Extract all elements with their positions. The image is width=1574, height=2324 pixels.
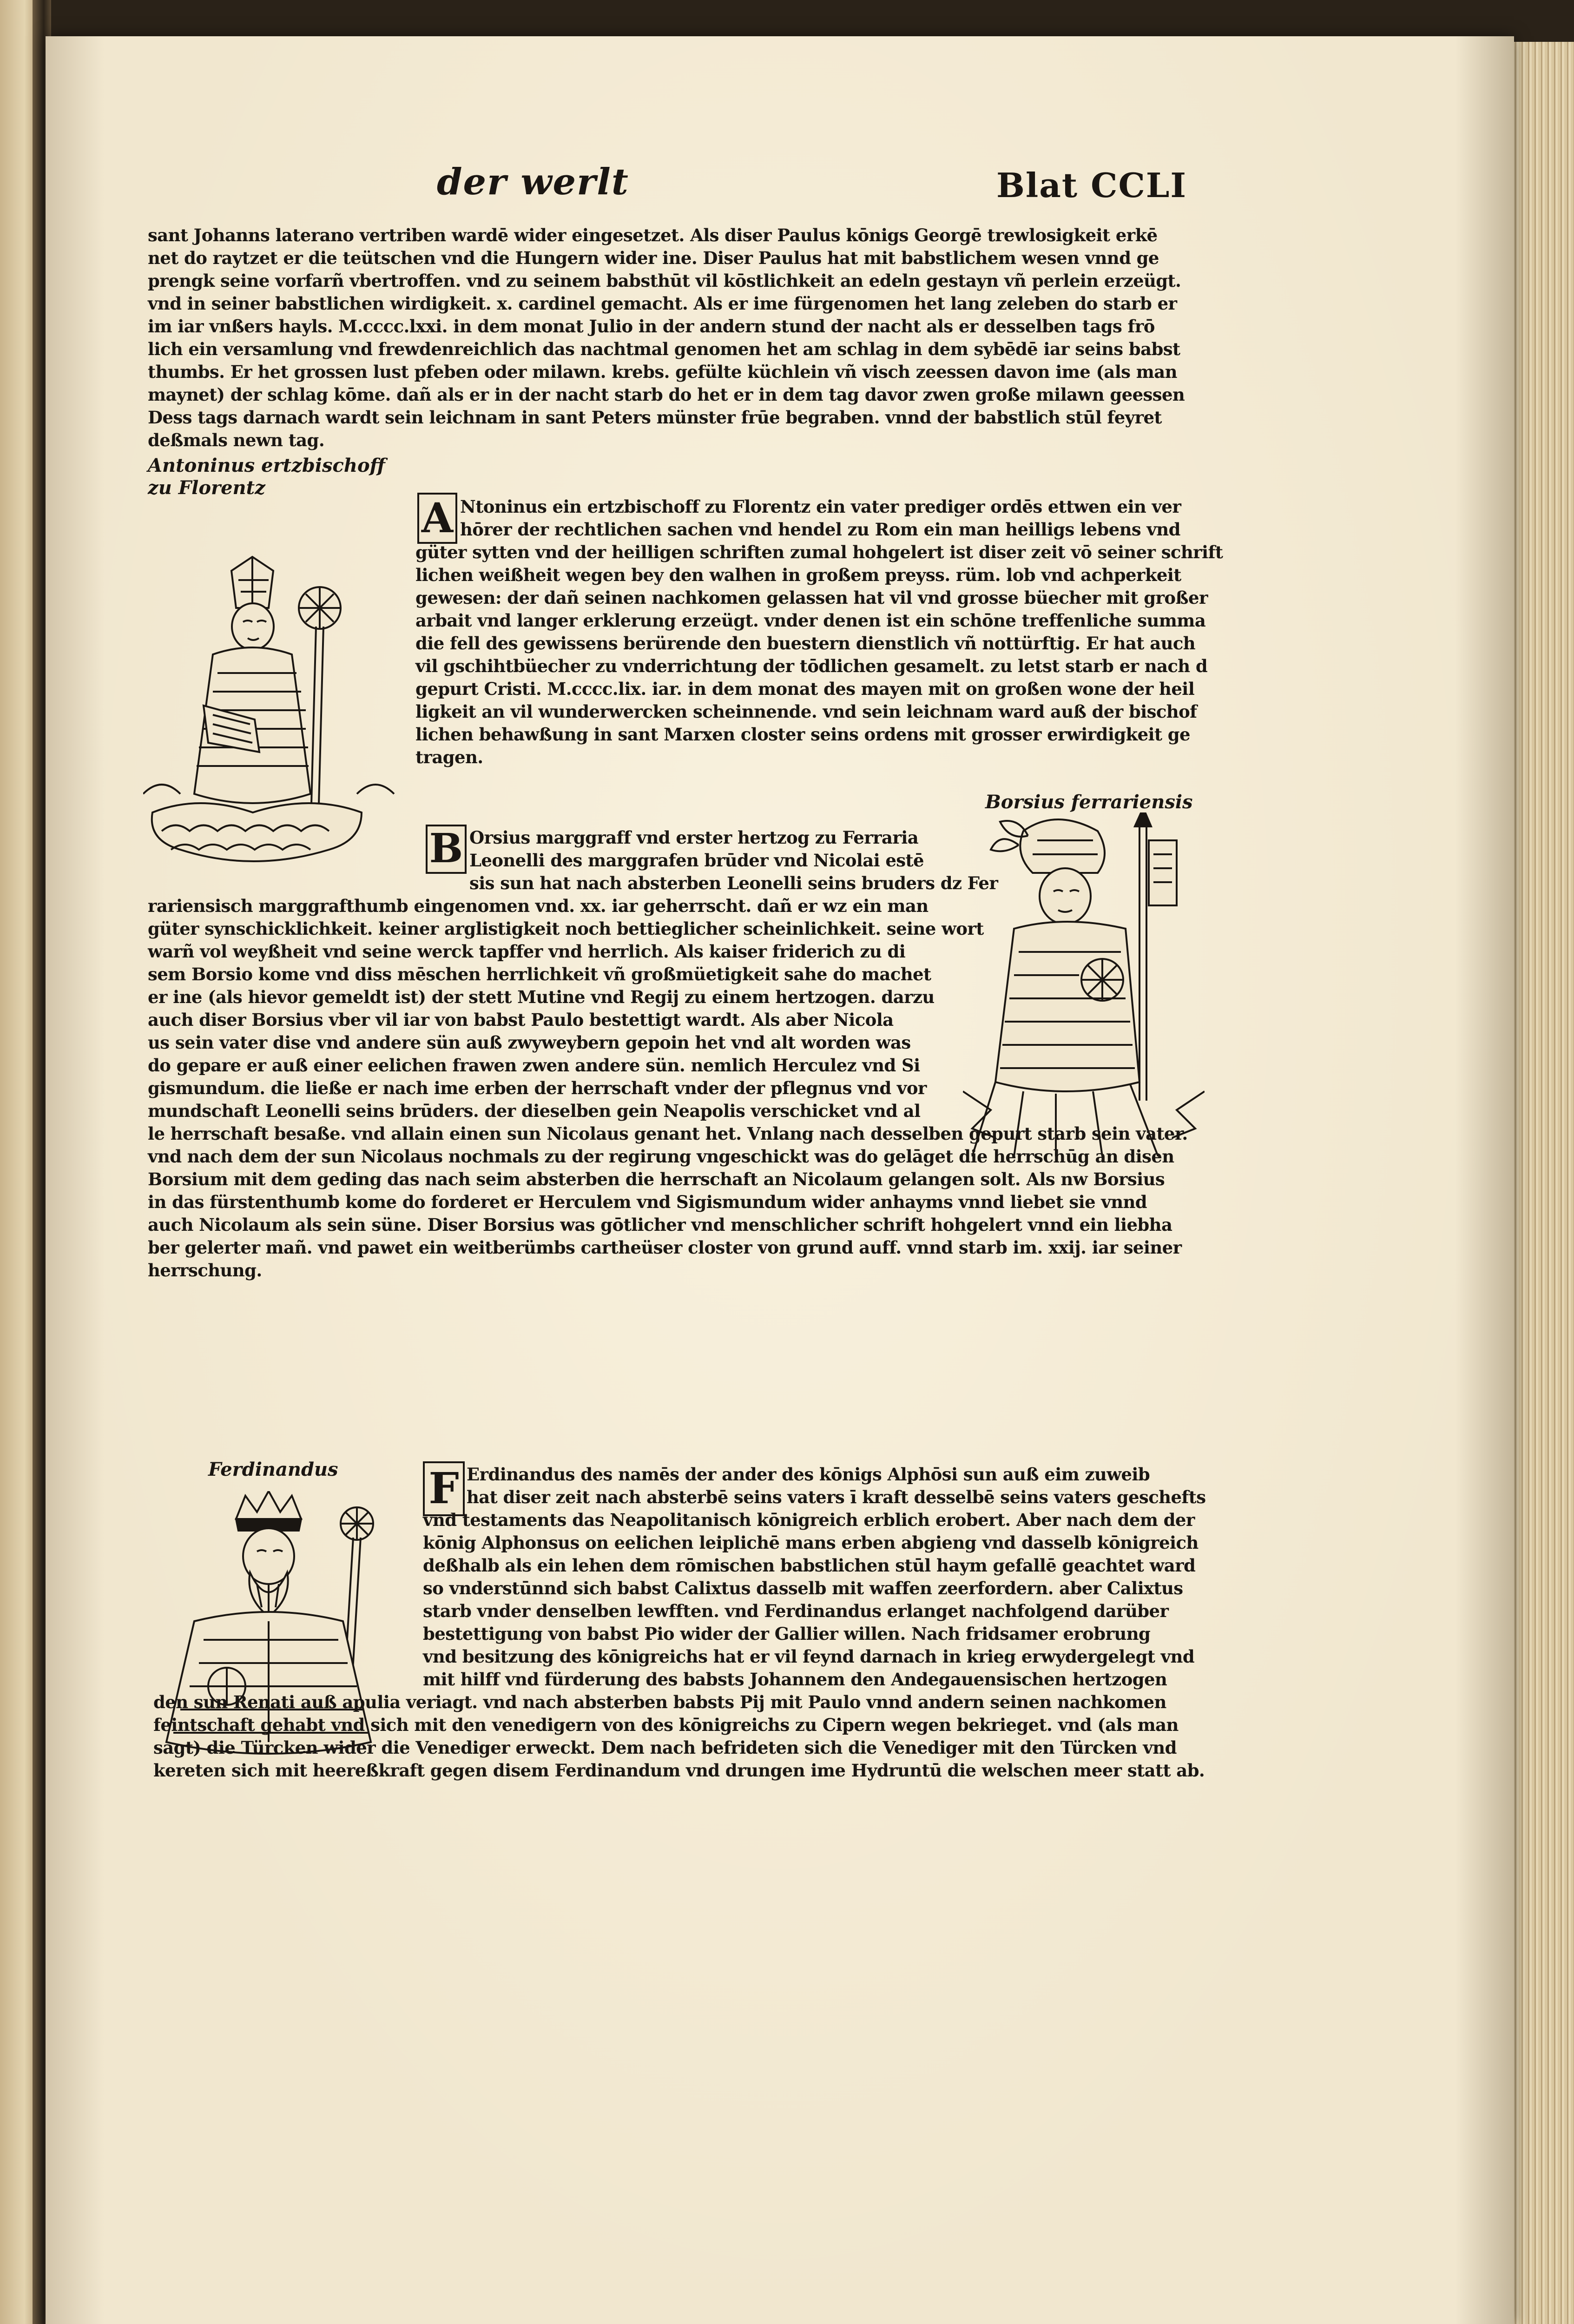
running-title: der werlt <box>437 161 629 203</box>
text-line: so vnderstūnnd sich babst Calixtus dasselb mit waffen zeerfordern. aber Calixtus <box>423 1578 1183 1598</box>
text-line: maynet) der schlag kōme. dañ als er in der nacht starb do het er in dem tag davor zwen große milawn geessen <box>148 384 1185 405</box>
text-line: auch diser Borsius vber vil iar von babst Paulo bestettigt wardt. Als aber Nicola <box>148 1010 894 1030</box>
text-line: die fell des gewissens berürende den buestern dienstlich vñ nottürftig. Er hat auch <box>415 633 1196 654</box>
text-line: bestettigung von babst Pio wider der Gallier willen. Nach fridsamer erobrung <box>423 1624 1151 1644</box>
text-line: vnd in seiner babstlichen wirdigkeit. x. cardinel gemacht. Als er ime fürgenomen het lang zeleben do starb er <box>148 293 1177 314</box>
text-line: in das fürstenthumb kome do forderet er Herculem vnd Sigismundum wider anhayms vnnd liebet sie vnnd <box>148 1192 1147 1212</box>
initial-letter: B <box>426 825 467 874</box>
woodcut-bishop-antoninus <box>143 552 403 905</box>
text-line: sant Johanns laterano vertriben wardē wider eingesetzet. Als diser Paulus kōnigs Georgē trewlosigkeit erkē <box>148 225 1158 245</box>
text-line: vnd nach dem der sun Nicolaus nochmals zu der regirung vngeschickt was do gelāget die herrschūg an disen <box>148 1146 1174 1167</box>
text-line: ligkeit an vil wunderwercken scheinnende. vnd sein leichnam ward auß der bischof <box>415 701 1197 722</box>
text-line: auch Nicolaum als sein süne. Diser Borsius was gōtlicher vnd menschlicher schrift hohgelert vnnd ein liebha <box>148 1215 1172 1235</box>
initial-letter: A <box>417 493 457 544</box>
text-line: deßhalb als ein lehen dem rōmischen babstlichen stūl haym gefallē geachtet ward <box>423 1555 1196 1576</box>
text-line: lich ein versamlung vnd frewdenreichlich das nachtmal genomen het am schlag in dem sybēdē iar seins babst <box>148 339 1180 359</box>
text-line: er ine (als hievor gemeldt ist) der stett Mutine vnd Regij zu einem hertzogen. darzu <box>148 987 935 1007</box>
text-line: mundschaft Leonelli seins brūders. der dieselben gein Neapolis verschicket vnd al <box>148 1101 921 1121</box>
text-line: le herrschaft besaße. vnd allain einen sun Nicolaus genant het. Vnlang nach desselben gepurt starb sein vater. <box>148 1123 1188 1144</box>
text-line: feintschaft gehabt vnd sich mit den venedigern von des kōnigreichs zu Cipern wegen bekrieget. vnd (als man <box>153 1715 1179 1735</box>
text-line: Borsium mit dem geding das nach seim absterben die herrschaft an Nicolaum gelangen solt. Als nw Borsius <box>148 1169 1165 1189</box>
page-edges <box>1506 42 1574 2324</box>
text-line: kereten sich mit heereßkraft gegen disem Ferdinandum vnd drungen ime Hydruntū die welschen meer statt ab. <box>153 1760 1205 1781</box>
woodcut-duke-borsius <box>963 812 1205 1156</box>
text-line: rariensisch marggrafthumb eingenomen vnd. xx. iar geherrscht. dañ er wz ein man <box>148 896 929 916</box>
text-line: gepurt Cristi. M.cccc.lix. iar. in dem monat des mayen mit on großen wone der heil <box>415 679 1195 699</box>
text-line: den sun Renati auß apulia veriagt. vnd nach absterben babsts Pij mit Paulo vnnd andern seinen nachkomen <box>153 1692 1166 1712</box>
text-line: im iar vnßers hayls. M.cccc.lxxi. in dem monat Julio in der andern stund der nacht als er desselben tags frō <box>148 316 1155 337</box>
text-line: lichen weißheit wegen bey den walhen in großem preyss. rüm. lob vnd achperkeit <box>415 565 1181 585</box>
figure-caption: zu Florentz <box>148 477 265 499</box>
text-line: kōnig Alphonsus on eelichen leiplichē mans erben abgieng vnd dasselb kōnigreich <box>423 1532 1199 1553</box>
text-line: deßmals newn tag. <box>148 430 325 450</box>
text-line: thumbs. Er het grossen lust pfeben oder milawn. krebs. gefülte küchlein vñ visch zeessen davon ime (als man <box>148 362 1177 382</box>
text-line: tragen. <box>415 747 483 767</box>
text-line: gismundum. die ließe er nach ime erben der herrschaft vnder der pflegnus vnd vor <box>148 1078 927 1098</box>
text-line: Dess tags darnach wardt sein leichnam in sant Peters münster frūe begraben. vnnd der babstlich stūl feyret <box>148 407 1162 428</box>
text-line: herrschung. <box>148 1260 262 1281</box>
initial-letter: F <box>423 1461 465 1516</box>
text-line: sagt) die Türcken wider die Venediger erweckt. Dem nach befrideten sich die Venediger mit den Türcken vnd <box>153 1737 1177 1758</box>
text-line: lichen behawßung in sant Marxen closter seins ordens mit grosser erwirdigkeit ge <box>415 724 1190 745</box>
text-line: net do raytzet er die teütschen vnd die Hungern wider ine. Diser Paulus hat mit babstlichem wesen vnnd ge <box>148 248 1159 268</box>
text-line: do gepare er auß einer eelichen frawen zwen andere sün. nemlich Herculez vnd Si <box>148 1055 920 1076</box>
text-line: us sein vater dise vnd andere sün auß zwyweybern gepoin het vnd alt worden was <box>148 1032 911 1053</box>
text-line: ber gelerter mañ. vnd pawet ein weitberümbs cartheüser closter von grund auff. vnnd starb im. xxij. iar seiner <box>148 1237 1182 1258</box>
text-line: Orsius marggraff vnd erster hertzog zu Ferraria <box>469 827 919 848</box>
text-line: vnd testaments das Neapolitanisch kōnigreich erblich erobert. Aber nach dem der <box>423 1510 1195 1530</box>
text-line: mit hilff vnd fürderung des babsts Johannem den Andegauensischen hertzogen <box>423 1669 1167 1690</box>
text-line: vil gschihtbüecher zu vnderrichtung der tōdlichen gesamelt. zu letst starb er nach d <box>415 656 1208 676</box>
text-line: güter sytten vnd der heilligen schriften zumal hohgelert ist diser zeit vō seiner schrift <box>415 542 1223 562</box>
book-page <box>46 36 1514 2324</box>
text-line: vnd besitzung des kōnigreichs hat er vil feynd darnach in krieg erwydergelegt vnd <box>423 1646 1195 1667</box>
text-line: Erdinandus des namēs der ander des kōnigs Alphōsi sun auß eim zuweib <box>467 1464 1150 1485</box>
figure-caption: Ferdinandus <box>208 1459 338 1480</box>
figure-caption: Borsius ferrariensis <box>985 791 1193 813</box>
text-line: sem Borsio kome vnd diss mēschen herrlichkeit vñ großmüetigkeit sahe do machet <box>148 964 931 984</box>
text-line: warñ vol weyßheit vnd seine werck tapffer vnd herrlich. Als kaiser friderich zu di <box>148 941 906 962</box>
figure-caption: Antoninus ertzbischoff <box>148 455 385 476</box>
text-line: Ntoninus ein ertzbischoff zu Florentz ein vater prediger ordēs ettwen ein ver <box>460 496 1181 517</box>
text-line: starb vnder denselben lewfften. vnd Ferdinandus erlanget nachfolgend darüber <box>423 1601 1169 1621</box>
text-line: arbait vnd langer erklerung erzeügt. vnder denen ist ein schōne treffenliche summa <box>415 610 1206 631</box>
text-line: gewesen: der dañ seinen nachkomen gelassen hat vil vnd grosse büecher mit großer <box>415 588 1208 608</box>
text-line: sis sun hat nach absterben Leonelli seins bruders dz Fer <box>469 873 998 893</box>
text-line: hōrer der rechtlichen sachen vnd hendel zu Rom ein man heilligs lebens vnd <box>460 519 1180 540</box>
text-line: güter synschicklichkeit. keiner arglistigkeit noch bettieglicher scheinlichkeit. seine wort <box>148 918 984 939</box>
text-line: prengk seine vorfarñ vbertroffen. vnd zu seinem babsthūt vil kōstlichkeit an edeln gestayn vñ perlein erzeügt. <box>148 271 1181 291</box>
folio-number: Blat CCLI <box>996 165 1187 205</box>
text-line: Leonelli des marggrafen brūder vnd Nicolai estē <box>469 850 924 871</box>
text-line: hat diser zeit nach absterbē seins vaters ī kraft desselbē seins vaters geschefts <box>467 1487 1206 1507</box>
